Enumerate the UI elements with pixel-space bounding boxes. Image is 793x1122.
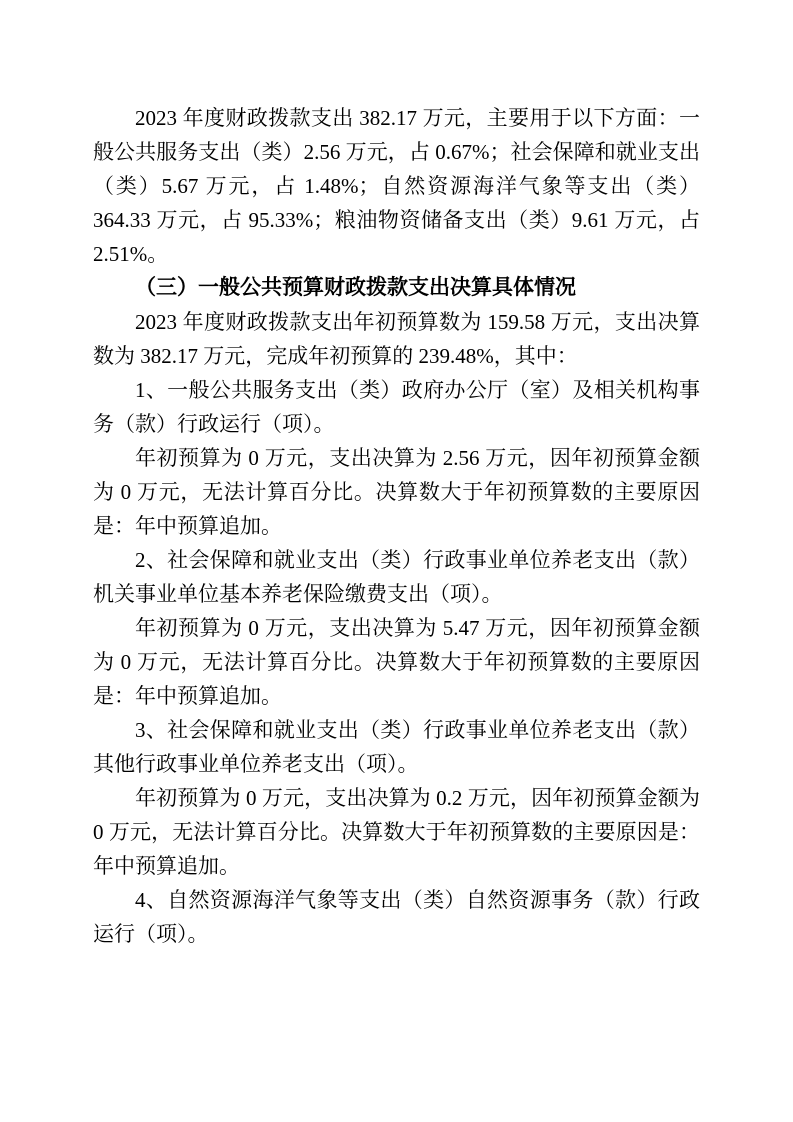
paragraph: 年初预算为 0 万元，支出决算为 2.56 万元，因年初预算金额为 0 万元，无法计算百分比。决算数大于年初预算数的主要原因是：年中预算追加。 [93, 446, 700, 538]
document-body [93, 101, 700, 951]
paragraph: 4、自然资源海洋气象等支出（类）自然资源事务（款）行政运行（项）。 [93, 888, 700, 946]
paragraph: 年初预算为 0 万元，支出决算为 5.47 万元，因年初预算金额为 0 万元，无法计算百分比。决算数大于年初预算数的主要原因是：年中预算追加。 [93, 616, 700, 708]
paragraph: 2、社会保障和就业支出（类）行政事业单位养老支出（款）机关事业单位基本养老保险缴费支出（项）。 [93, 548, 700, 606]
section-heading: （三）一般公共预算财政拨款支出决算具体情况 [135, 276, 576, 299]
paragraph: 年初预算为 0 万元，支出决算为 0.2 万元，因年初预算金额为 0 万元，无法计算百分比。决算数大于年初预算数的主要原因是：年中预算追加。 [93, 786, 700, 878]
paragraph: 2023 年度财政拨款支出年初预算数为 159.58 万元，支出决算数为 382.17 万元，完成年初预算的 239.48%，其中： [93, 310, 700, 368]
paragraph: 1、一般公共服务支出（类）政府办公厅（室）及相关机构事务（款）行政运行（项）。 [93, 378, 700, 436]
paragraph: 3、社会保障和就业支出（类）行政事业单位养老支出（款）其他行政事业单位养老支出（项）。 [93, 718, 700, 776]
paragraph: 2023 年度财政拨款支出 382.17 万元，主要用于以下方面：一般公共服务支出（类）2.56 万元，占 0.67%；社会保障和就业支出（类）5.67 万元，占 1.48%；自然资源海洋气象等支出（类）364.33 万元，占 95.33%；粮油物资储备支出（类）9.61 万元，占 2.51%。 [93, 106, 700, 266]
